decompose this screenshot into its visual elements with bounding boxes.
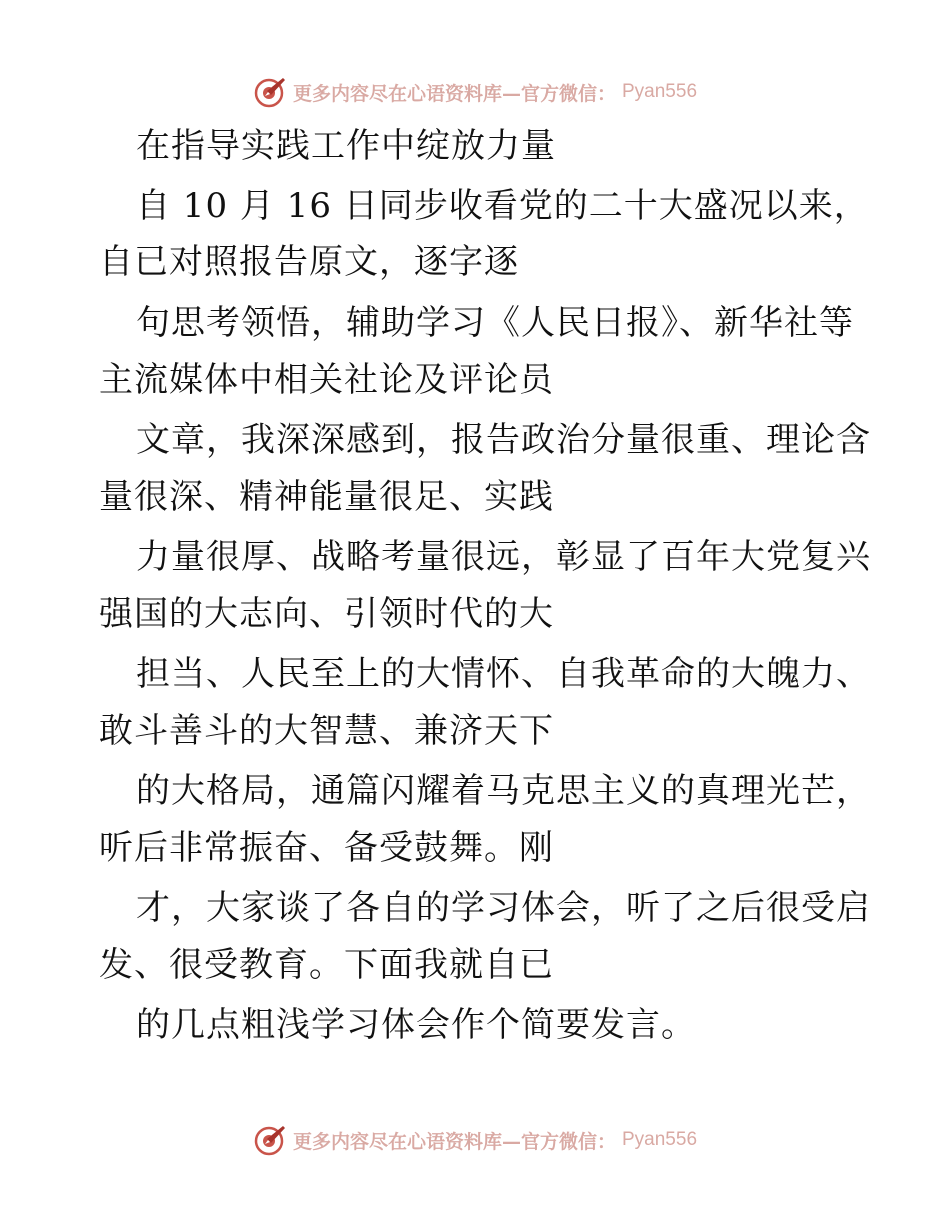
doc-line: 的几点粗浅学习体会作个简要发言。	[136, 1005, 696, 1045]
pen-circle-logo-icon	[253, 75, 287, 109]
doc-line: 听后非常振奋、备受鼓舞。刚	[99, 828, 554, 868]
doc-line: 自 10 月 16 日同步收看党的二十大盛况以来，	[136, 186, 869, 226]
doc-line: 句思考领悟，辅助学习《人民日报》、新华社等	[136, 303, 854, 343]
doc-line: 担当、人民至上的大情怀、自我革命的大魄力、	[136, 654, 871, 694]
doc-line: 强国的大志向、引领时代的大	[99, 594, 554, 634]
doc-line: 发、很受教育。下面我就自已	[99, 945, 554, 985]
doc-line: 量很深、精神能量很足、实践	[99, 477, 554, 517]
doc-line: 的大格局，通篇闪耀着马克思主义的真理光芒，	[136, 771, 871, 811]
footer-watermark	[0, 1120, 950, 1160]
watermark-text: 更多内容尽在心语资料库—官方微信：	[292, 1130, 616, 1153]
watermark-id: Pyan556	[622, 1129, 698, 1150]
doc-line: 力量很厚、战略考量很远，彰显了百年大党复兴	[136, 537, 871, 577]
doc-line: 才，大家谈了各自的学习体会，听了之后很受启	[136, 888, 871, 928]
doc-title: 在指导实践工作中绽放力量	[136, 126, 556, 166]
doc-line: 自已对照报告原文，逐字逐	[99, 242, 519, 282]
doc-line: 文章，我深深感到，报告政治分量很重、理论含	[136, 420, 871, 460]
doc-line: 敢斗善斗的大智慧、兼济天下	[99, 711, 554, 751]
watermark-text: 更多内容尽在心语资料库—官方微信：	[292, 82, 616, 105]
doc-line: 主流媒体中相关社论及评论员	[99, 360, 554, 400]
header-watermark	[0, 72, 950, 112]
watermark-id: Pyan556	[622, 81, 698, 102]
pen-circle-logo-icon	[253, 1123, 287, 1157]
